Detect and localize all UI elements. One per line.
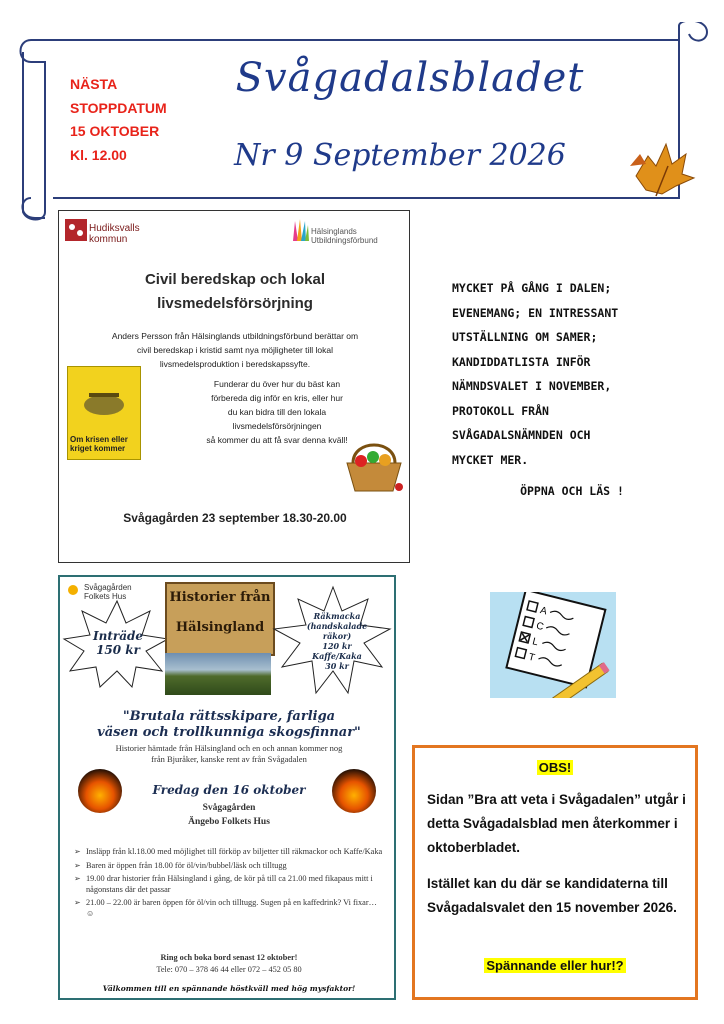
poster1-body-line: förbereda dig inför en kris, eller hur [211, 393, 343, 403]
intro-line: KANDIDDATLISTA INFÖR [452, 354, 591, 369]
food-price-line: 120 kr [322, 641, 352, 651]
food-price-line: (handskalade räkor) [306, 621, 368, 641]
checklist-item: L [531, 636, 540, 649]
poster-storytelling-evening [58, 575, 396, 1000]
welcome-line: Välkommen till en spännande höstkväll med hög mysfaktor! [102, 984, 356, 993]
soldier-illustration-icon [69, 375, 139, 425]
poster-civil-preparedness [58, 210, 410, 563]
vegetable-basket-icon [343, 433, 405, 495]
venue-logo-line: Svågagården [84, 583, 132, 592]
org-hudiksvall-line: kommun [89, 234, 128, 245]
obs-footer-text: Spännande eller hur!? [486, 958, 624, 973]
intro-line: PROTOKOLL FRÅN [452, 403, 549, 418]
checklist-item: A [538, 605, 549, 618]
intro-line: EVENEMANG; EN INTRESSANT [452, 305, 619, 320]
open-and-read: ÖPPNA OCH LÄS ! [520, 484, 624, 498]
obs-paragraph: Sidan ”Bra att veta i Svågadalen” utgår i detta Svågadalsblad men återkommer i oktoberbladet. [427, 792, 686, 855]
obs-paragraph: Istället kan du där se kandidaterna till Svågadalsvalet den 15 november 2026. [427, 876, 677, 915]
poster1-body-line: så kommer du att få svar denna kväll! [206, 435, 348, 445]
entrance-price-line: 150 kr [96, 643, 140, 657]
poster2-subtitle-line: Historier hämtade från Hälsingland och en och annan kommer nog [115, 743, 343, 753]
poster1-heading: Civil beredskap och lokal [144, 271, 326, 288]
hudiksvall-logo-icon [65, 219, 87, 241]
story-sign-line: Historier från [169, 590, 271, 605]
obs-notice-box [412, 745, 698, 1000]
org-halsingland [311, 227, 378, 245]
landscape-photo [165, 653, 271, 695]
issue-label: Nr 9 September 2026 [234, 138, 566, 173]
booking-phone: Tele: 070 – 378 46 44 eller 072 – 452 05 80 [156, 965, 302, 974]
intro-line: UTSTÄLLNING OM SAMER; [452, 330, 598, 344]
obs-title-text: OBS! [538, 760, 572, 775]
list-item: ➢ Insläpp från kl.18.00 med möjlighet till förköp av biljetter till räkmackor och Kaffe/Kaka [74, 847, 384, 858]
list-item: ➢ Baren är öppen från 18.00 för öl/vin/bubbel/läsk och tilltugg [74, 861, 384, 872]
deadline-line: Kl. 12.00 [70, 146, 127, 163]
checklist-clipart [490, 592, 616, 698]
event-venue [60, 801, 396, 829]
halsingland-logo-icon [291, 217, 309, 243]
poster1-footer: Svågagården 23 september 18.30-20.00 [123, 511, 347, 525]
intro-text [452, 276, 704, 472]
poster2-subtitle-line: från Bjuråker, kanske rent av från Svågadalen [151, 754, 307, 764]
food-price-line: Kaffe/Kaka [312, 651, 362, 661]
book-title [70, 435, 138, 453]
newsletter-title: Svågadalsbladet [235, 55, 585, 101]
list-item: ➢ 19.00 drar historier från Hälsingland i gång, de kör på till ca 21.00 med fikapaus mitt i någonstans där det passar [74, 874, 384, 895]
poster1-heading: livsmedelsförsörjning [157, 295, 313, 312]
event-venue-line: Svågagården [202, 803, 256, 813]
poster2-subtitle [70, 743, 388, 765]
booking-notice: Ring och boka bord senast 12 oktober! [160, 953, 298, 962]
event-schedule-list [74, 847, 384, 922]
story-sign-line: Hälsingland [175, 620, 265, 635]
org-halsingland-line: Hälsinglands [311, 227, 357, 236]
intro-line: MYCKET MER. [452, 452, 529, 467]
book-title-line: kriget kommer [70, 444, 126, 453]
obs-title [415, 760, 695, 775]
event-venue-line: Ängebo Folkets Hus [188, 817, 270, 827]
story-sign [165, 582, 275, 656]
deadline-notice [70, 73, 167, 167]
poster1-intro-line: livsmedelsproduktion i beredskapssyfte. [159, 359, 311, 369]
deadline-line: STOPPDATUM [70, 99, 167, 116]
book-cover [67, 366, 141, 460]
intro-line: NÄMNDSVALET I NOVEMBER, [452, 379, 612, 393]
poster1-intro-line: civil beredskap i kristid samt nya möjligheter till lokal [136, 345, 334, 355]
deadline-line: NÄSTA [70, 76, 118, 92]
org-halsingland-line: Utbildningsförbund [311, 236, 378, 245]
food-price-line: 30 kr [325, 661, 349, 671]
poster1-intro [79, 329, 391, 371]
food-prices [292, 611, 382, 671]
entrance-price [80, 629, 156, 657]
poster1-body-line: Funderar du över hur du bäst kan [213, 379, 341, 389]
venue-logo-line: Folkets Hus [84, 592, 127, 601]
poster1-body-line: livsmedelsförsörjningen [232, 421, 322, 431]
book-title-line: Om krisen eller [70, 435, 128, 444]
intro-line: MYCKET PÅ GÅNG I DALEN; [452, 281, 612, 295]
poster1-intro-line: Anders Persson från Hälsinglands utbildningsförbund berättar om [111, 331, 359, 341]
intro-line: SVÅGADALSNÄMNDEN OCH [452, 428, 591, 442]
autumn-leaf-icon [626, 136, 696, 198]
poster2-headline: väsen och trollkunniga skogsfinnar" [97, 725, 361, 740]
obs-footer [415, 958, 695, 973]
checklist-item: T [527, 651, 536, 664]
deadline-line: 15 OKTOBER [70, 123, 160, 139]
org-hudiksvall-line: Hudiksvalls [89, 223, 140, 234]
event-date: Fredag den 16 oktober [152, 783, 306, 797]
poster1-body-line: du kan bidra till den lokala [227, 407, 327, 417]
org-hudiksvall [89, 223, 140, 245]
food-price-line: Räkmacka [313, 611, 361, 621]
sun-logo-icon [64, 581, 82, 599]
checklist-icon [490, 592, 616, 698]
checklist-item: C [535, 620, 545, 634]
entrance-price-line: Inträde [92, 629, 143, 643]
list-item: ➢ 21.00 – 22.00 är baren öppen för öl/vin och tilltugg. Sugen på en kaffedrink? Vi fixar…☺ [74, 898, 384, 919]
poster2-headline: "Brutala rättsskipare, farliga [122, 709, 336, 724]
